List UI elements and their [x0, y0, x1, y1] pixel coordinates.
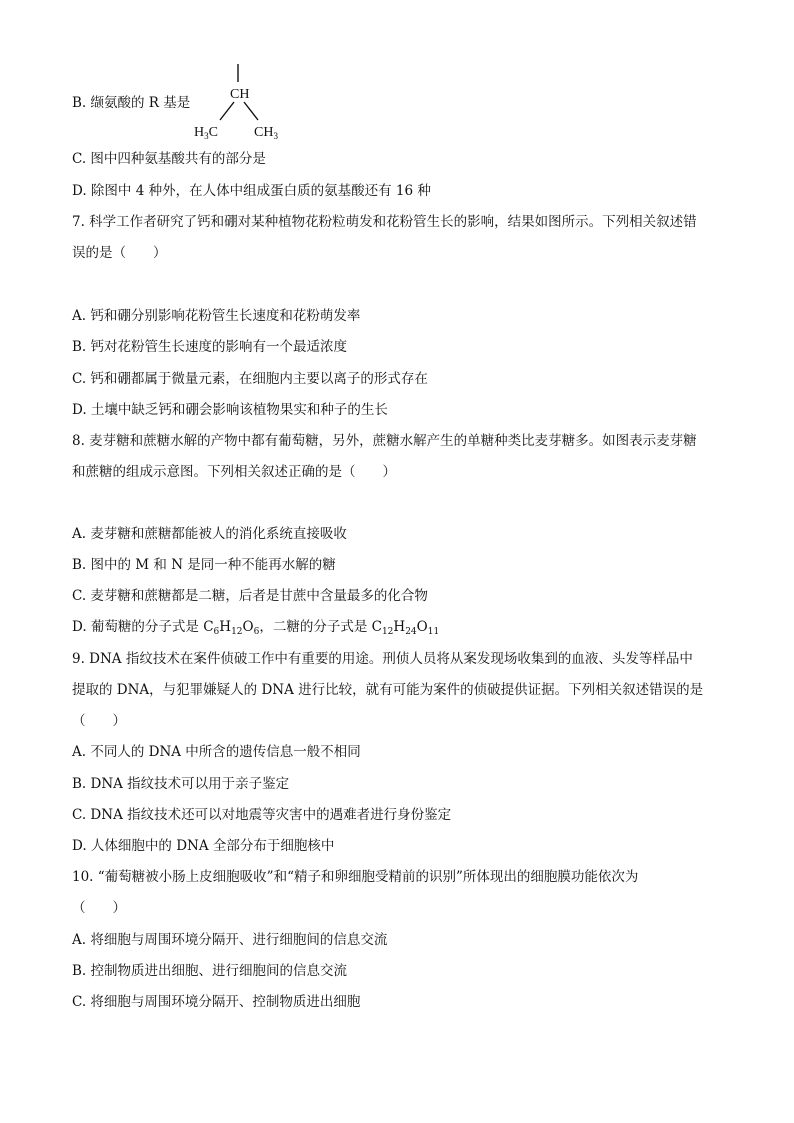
q7-option-a: A. 钙和硼分别影响花粉管生长速度和花粉萌发率: [72, 308, 361, 324]
valine-r-group-structure: [190, 60, 300, 144]
q7-option-b: B. 钙对花粉管生长速度的影响有一个最适浓度: [72, 339, 348, 355]
q8-option-a: A. 麦芽糖和蔗糖都能被人的消化系统直接吸收: [72, 526, 347, 542]
q10-option-a: A. 将细胞与周围环境分隔开、进行细胞间的信息交流: [72, 932, 388, 948]
q7-option-c: C. 钙和硼都属于微量元素，在细胞内主要以离子的形式存在: [72, 371, 428, 387]
q10-stem-line1: 10. “葡萄糖被小肠上皮细胞吸收”和“精子和卵细胞受精前的识别”所体现出的细胞膜功能依次为: [72, 869, 639, 885]
ch3-label: $CH_3$: [254, 125, 278, 141]
q9-option-d: D. 人体细胞中的 DNA 全部分布于细胞核中: [72, 838, 335, 854]
h3c-label: $H_3C$: [194, 125, 218, 141]
q10-stem-line2: （ ）: [72, 900, 126, 916]
q7-stem-line1: 7. 科学工作者研究了钙和硼对某种植物花粉粒萌发和花粉管生长的影响，结果如图所示。下列相关叙述错: [72, 214, 697, 230]
q6-option-d: D. 除图中 4 种外，在人体中组成蛋白质的氨基酸还有 16 种: [72, 183, 431, 199]
bond-left: [220, 102, 234, 120]
q8-stem-line1: 8. 麦芽糖和蔗糖水解的产物中都有葡萄糖，另外，蔗糖水解产生的单糖种类比麦芽糖多。如图表示麦芽糖: [72, 433, 697, 449]
q6-option-b: B. 缬氨酸的 R 基是: [72, 95, 191, 111]
q9-option-c: C. DNA 指纹技术还可以对地震等灾害中的遇难者进行身份鉴定: [72, 807, 452, 823]
q9-option-a: A. 不同人的 DNA 中所含的遗传信息一般不相同: [72, 744, 361, 760]
q9-option-b: B. DNA 指纹技术可以用于亲子鉴定: [72, 776, 290, 792]
ch-label: CH: [230, 87, 250, 102]
q7-option-d: D. 土壤中缺乏钙和硼会影响该植物果实和种子的生长: [72, 402, 388, 418]
q10-option-c: C. 将细胞与周围环境分隔开、控制物质进出细胞: [72, 994, 361, 1010]
q10-option-b: B. 控制物质进出细胞、进行细胞间的信息交流: [72, 963, 348, 979]
q8-option-d: D. 葡萄糖的分子式是 $C_6H_{12}O_6$，二糖的分子式是 $C_{12}H_{24}O_{11}$: [72, 619, 440, 637]
q8-stem-line2: 和蔗糖的组成示意图。下列相关叙述正确的是（ ）: [72, 464, 396, 480]
q6-option-c: C. 图中四种氨基酸共有的部分是: [72, 151, 266, 167]
bond-right: [244, 102, 258, 120]
q8-option-b: B. 图中的 M 和 N 是同一种不能再水解的糖: [72, 557, 336, 573]
q7-stem-line2: 误的是（ ）: [72, 245, 167, 261]
q9-stem-line3: （ ）: [72, 713, 126, 729]
q8-option-c: C. 麦芽糖和蔗糖都是二糖，后者是甘蔗中含量最多的化合物: [72, 588, 428, 604]
q9-stem-line1: 9. DNA 指纹技术在案件侦破工作中有重要的用途。刑侦人员将从案发现场收集到的血液、头发等样品中: [72, 651, 693, 667]
q9-stem-line2: 提取的 DNA，与犯罪嫌疑人的 DNA 进行比较，就有可能为案件的侦破提供证据。下列相关叙述错误的是: [72, 682, 704, 698]
